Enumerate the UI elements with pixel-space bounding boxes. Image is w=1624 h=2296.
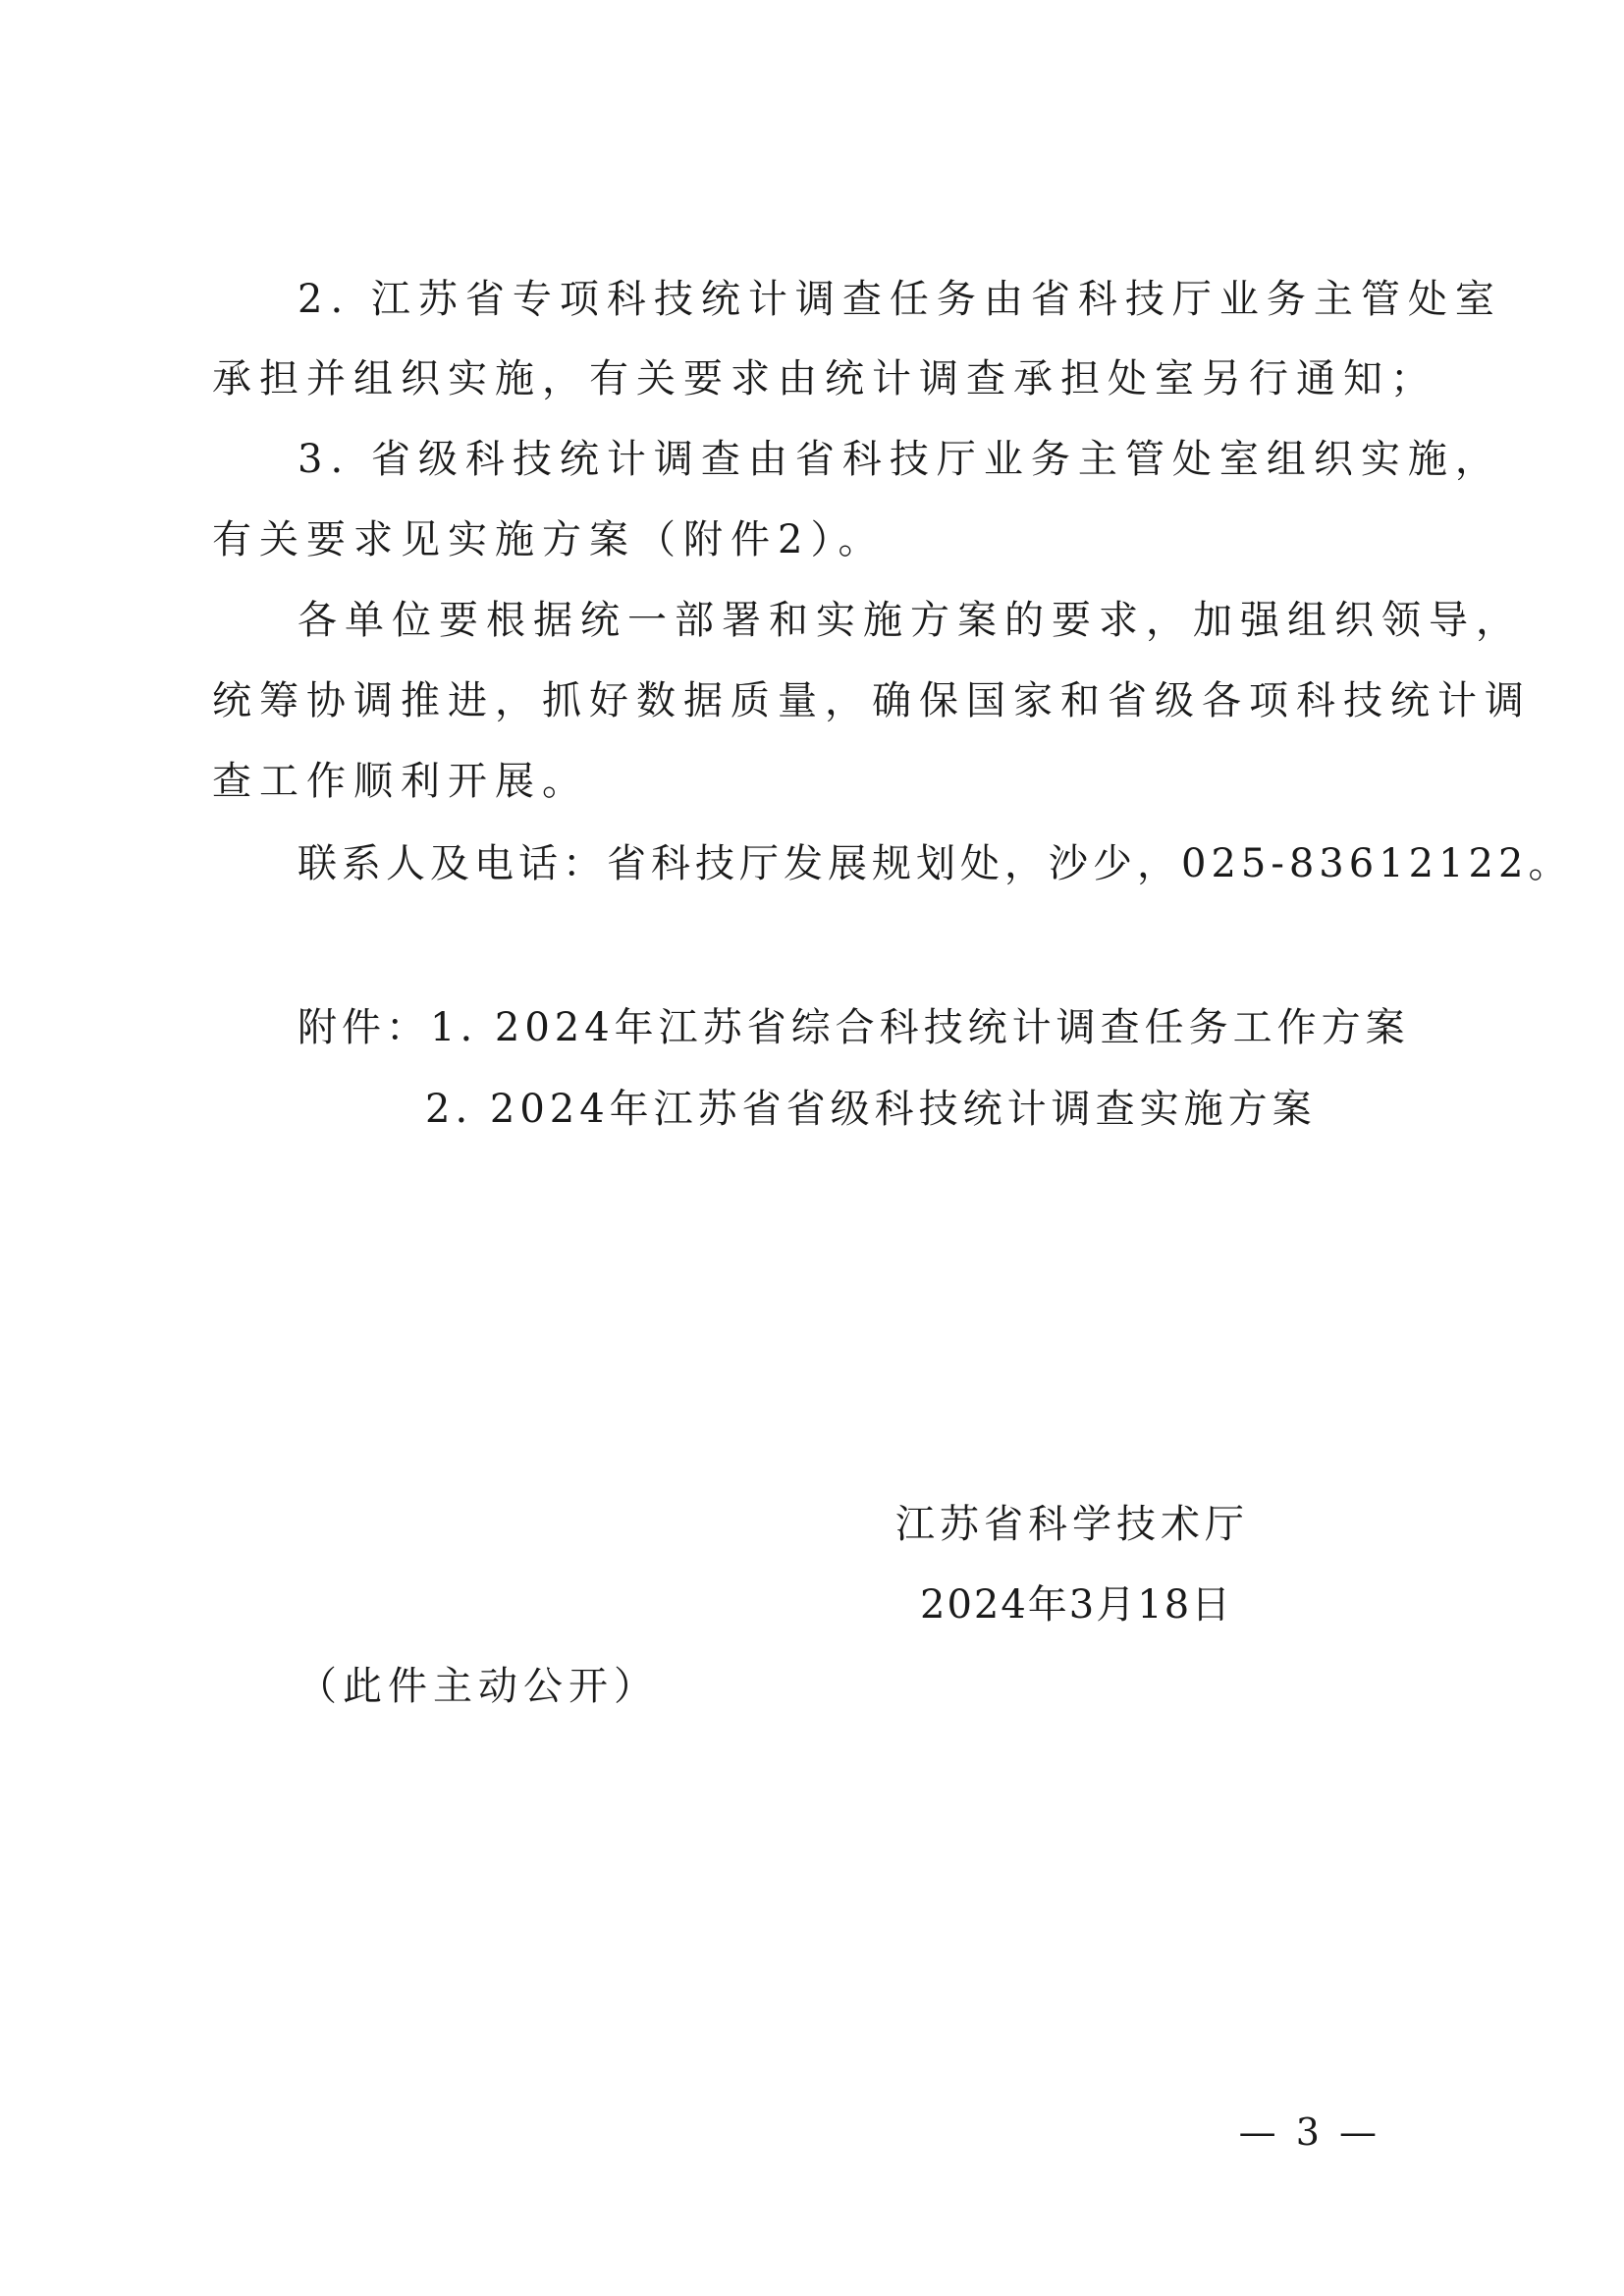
paragraph-line2: 统筹协调推进，抓好数据质量，确保国家和省级各项科技统计调 [212, 678, 1532, 723]
item2-line1: 2. 江苏省专项科技统计调查任务由省科技厅业务主管处室 [298, 277, 1502, 322]
signature-org: 江苏省科学技术厅 [895, 1502, 1249, 1547]
item2-line2: 承担并组织实施，有关要求由统计调查承担处室另行通知； [212, 356, 1437, 401]
contact-line: 联系人及电话：省科技厅发展规划处，沙少，025-83612122。 [298, 841, 1573, 886]
item3-line2: 有关要求见实施方案（附件2）。 [212, 517, 886, 562]
item3-line1: 3. 省级科技统计调查由省科技厅业务主管处室组织实施， [298, 437, 1502, 482]
signature-date: 2024年3月18日 [920, 1582, 1233, 1628]
paragraph-line3: 查工作顺利开展。 [212, 759, 589, 804]
attachment-item-2: 2. 2024年江苏省省级科技统计调查实施方案 [425, 1087, 1317, 1132]
attachments-label: 附件： [298, 1005, 430, 1050]
paragraph-line1: 各单位要根据统一部署和实施方案的要求，加强组织领导， [298, 598, 1523, 643]
attachment-item-1: 1. 2024年江苏省综合科技统计调查任务工作方案 [430, 1005, 1410, 1050]
page-number: — 3 — [1238, 2110, 1380, 2154]
attachments-line1 [298, 1003, 1410, 1052]
disclosure-note: （此件主动公开） [298, 1664, 659, 1709]
